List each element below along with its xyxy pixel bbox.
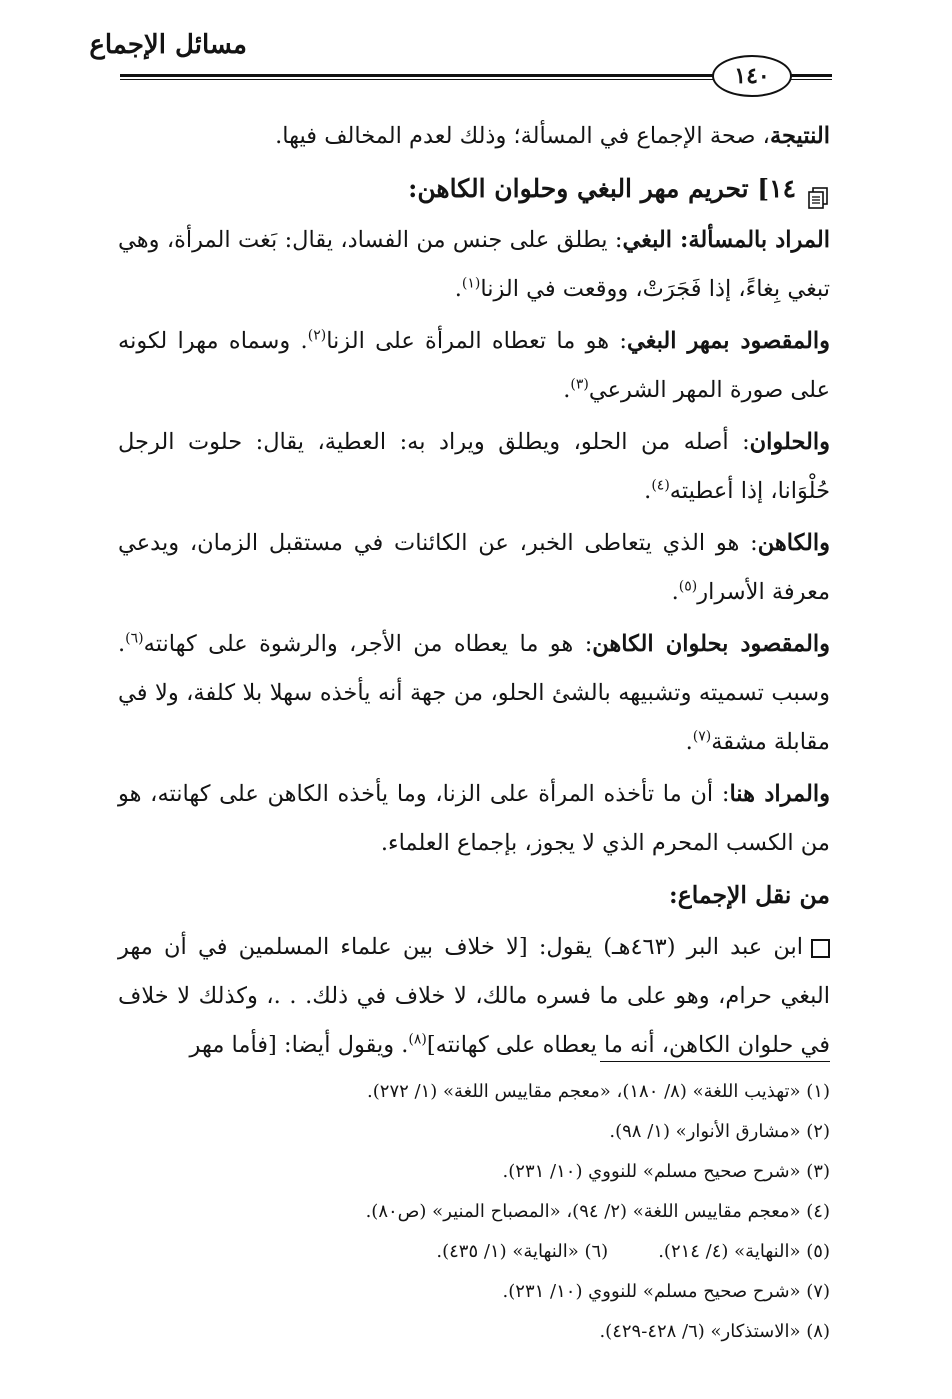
paragraph-text: . وسماه مهرا لكونه على صورة المهر الشرعي — [118, 328, 830, 403]
paragraph-text: : هو ما يعطاه من الأجر، والرشوة على كهانته — [143, 631, 593, 657]
footnote: (٤) «معجم مقاييس اللغة» (٢/ ٩٤)، «المصباح المنير» (ص٨٠). — [365, 1201, 830, 1222]
footnote-ref: (٥) — [678, 578, 698, 595]
paragraph-meaning-here — [118, 770, 830, 868]
result-paragraph — [118, 112, 830, 161]
paragraph-text: : أن ما تأخذه المرأة على الزنا، وما يأخذه الكاهن على كهانته، هو من الكسب المحرم الذي لا يجوز، بإجماع العلماء. — [118, 781, 830, 856]
paragraph-hulwan-kahin — [118, 620, 830, 767]
paragraph-label: والحلوان — [749, 429, 830, 455]
footnote: (٥) «النهاية» (٤/ ٢١٤). — [658, 1241, 830, 1262]
paragraph-text: : أصله من الحلو، ويطلق ويراد به: العطية، يقال: حلوت الرجل حُلْوَانا، إذا أعطيته — [118, 429, 830, 504]
paragraph-label: والمراد هنا — [729, 781, 830, 807]
paragraph-definition-baghy — [118, 216, 830, 314]
footnote: (٣) «شرح صحيح مسلم» للنووي (١٠/ ٢٣١). — [502, 1161, 830, 1182]
footnote-separator — [600, 1061, 830, 1062]
running-header-title: مسائل الإجماع — [89, 30, 247, 60]
footnote: (٢) «مشارق الأنوار» (١/ ٩٨). — [609, 1121, 830, 1142]
footnote-ref: (٨) — [408, 1031, 427, 1048]
section-heading-text: ١٤] تحريم مهر البغي وحلوان الكاهن: — [408, 174, 796, 203]
paragraph-label: المراد بالمسألة: البغي — [622, 227, 830, 253]
footnote: (٧) «شرح صحيح مسلم» للنووي (١٠/ ٢٣١). — [502, 1281, 830, 1302]
checkbox-bullet-icon — [811, 939, 830, 958]
footnote-ref: (٤) — [651, 477, 670, 494]
paragraph-end: . — [563, 377, 571, 403]
paragraph-text: : يطلق على جنس من الفساد، يقال: بَغت المرأة، وهي تبغي بِغاءً، إذا فَجَرَتْ، ووقعت في الزنا — [118, 227, 830, 302]
page-body — [118, 112, 830, 1073]
footnote-pair — [118, 1232, 830, 1272]
paragraph-end: . — [685, 729, 693, 755]
footnote-ref: (١) — [461, 275, 481, 292]
paragraph-end: . — [644, 478, 652, 504]
paragraph-text: : هو الذي يتعاطى الخبر، عن الكائنات في مستقبل الزمان، ويدعي معرفة الأسرار — [118, 530, 830, 605]
section-heading — [118, 164, 830, 213]
paragraph-end: . — [454, 276, 462, 302]
footnote: (١) «تهذيب اللغة» (٨/ ١٨٠)، «معجم مقاييس اللغة» (١/ ٢٧٢). — [367, 1081, 830, 1102]
result-text: ، صحة الإجماع في المسألة؛ وذلك لعدم المخالف فيها. — [275, 123, 770, 149]
footnotes — [118, 1072, 830, 1352]
paragraph-text: . وسبب تسميته وتشبيهه بالشئ الحلو، من جهة أنه يأخذه سهلا بلا كلفة، ولا في مقابلة مشقة — [118, 631, 830, 755]
paragraph-label: والمقصود بحلوان الكاهن — [592, 631, 830, 657]
footnote: (٦) «النهاية» (١/ ٤٣٥). — [436, 1241, 609, 1262]
page-number: ١٤٠ — [712, 55, 792, 97]
paragraph-label: والكاهن — [757, 530, 830, 556]
footnote-ref: (٣) — [570, 376, 589, 393]
quote-end: . ويقول أيضا: [فأما مهر — [189, 1032, 409, 1058]
footnote: (٨) «الاستذكار» (٦/ ٤٢٨-٤٢٩). — [599, 1321, 830, 1342]
paragraph-end: . — [671, 579, 679, 605]
quote-paragraph — [118, 923, 830, 1070]
result-label: النتيجة — [769, 123, 830, 149]
paragraph-label: والمقصود بمهر البغي — [626, 328, 830, 354]
paragraph-text: : هو ما تعطاه المرأة على الزنا — [326, 328, 627, 354]
footnote-ref: (٦) — [125, 630, 144, 647]
copy-icon — [806, 177, 830, 201]
footnote-ref: (٧) — [692, 728, 712, 745]
footnote-ref: (٢) — [307, 327, 327, 344]
subheading-consensus: من نقل الإجماع: — [669, 881, 830, 909]
paragraph-hulwan — [118, 418, 830, 516]
quote-text: ابن عبد البر (٤٦٣هـ) يقول: [لا خلاف بين علماء المسلمين في أن مهر البغي حرام، وهو على ما فسره مالك، لا خلاف في ذلك. . .، وكذلك لا خلاف في حلوان الكاهن، أنه ما يعطاه على كهانته] — [118, 934, 830, 1058]
paragraph-kahin — [118, 519, 830, 617]
paragraph-mahr-baghy — [118, 317, 830, 415]
